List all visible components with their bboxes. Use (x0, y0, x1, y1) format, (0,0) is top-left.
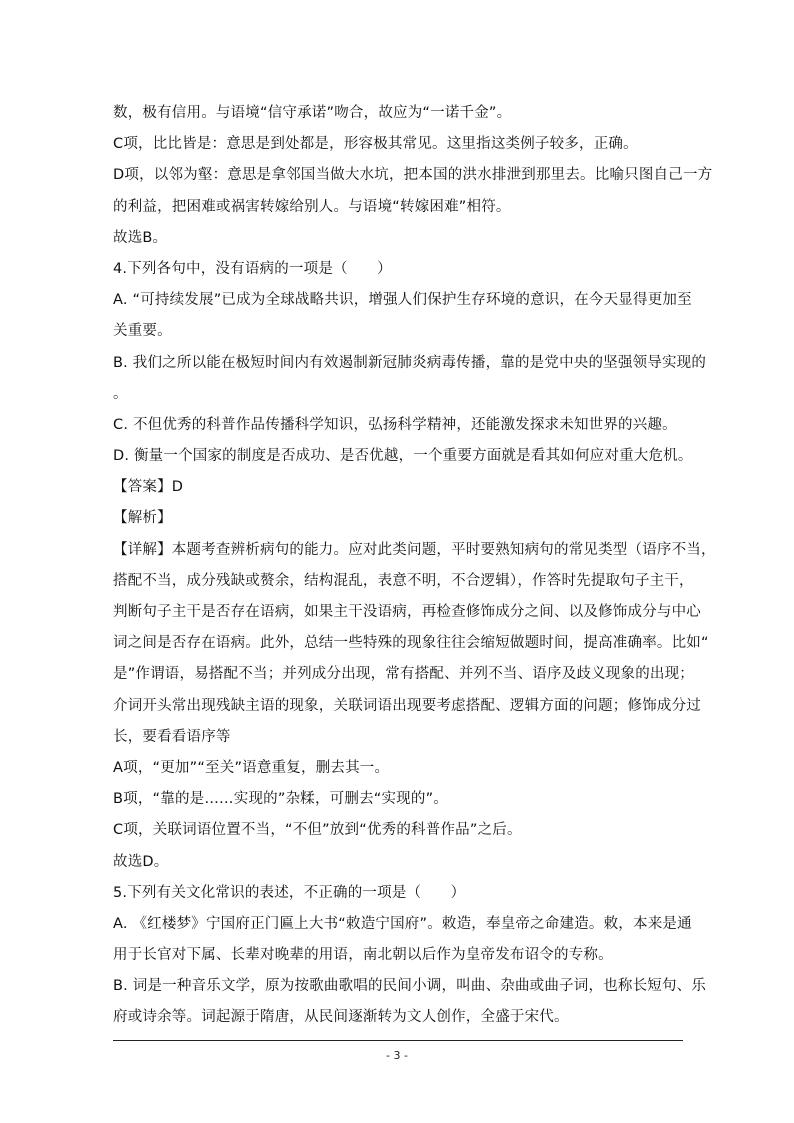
explanation-line: 是”作谓语，易搭配不当；并列成分出现，常有搭配、并列不当、语序及歧义现象的出现； (113, 666, 695, 683)
option-b-line: 府或诗余等。词起源于隋唐，从民间逐渐转为文人创作，全盛于宋代。 (113, 1009, 569, 1026)
option-a-line: 用于长官对下属、长辈对晚辈的用语，南北朝以后作为皇帝发布诏令的专称。 (113, 947, 613, 964)
text-line: 数，极有信用。与语境“信守承诺”吻合，故应为“一诺千金”。 (113, 105, 512, 121)
text-line: D项，以邻为壑：意思是拿邻国当做大水坑，把本国的洪水排泄到那里去。比喻只图自己一方 (113, 167, 713, 184)
page-number: - 3 - (386, 1049, 408, 1062)
option-analysis-line: A项，“更加”“至关”语意重复，删去其一。 (113, 759, 390, 776)
document-body (113, 98, 716, 1034)
option-b-line: 。 (113, 385, 128, 402)
text-line: 故选B。 (113, 229, 168, 246)
footer-divider (113, 1040, 683, 1041)
question-4-stem: 4.下列各句中，没有语病的一项是（ ） (113, 260, 392, 277)
analysis-heading: 【解析】 (113, 510, 172, 527)
option-d-line: D. 衡量一个国家的制度是否成功、是否优越，一个重要方面就是看其如何应对重大危机。 (113, 448, 693, 465)
explanation-line: 判断句子主干是否存在语病，如果主干没语病，再检查修饰成分之间、以及修饰成分与中心 (113, 604, 701, 620)
option-a-line: 关重要。 (113, 323, 172, 340)
option-a-line: A. 《红楼梦》宁国府正门匾上大书“敕造宁国府”。敕造，奉皇帝之命建造。敕，本来是通 (113, 915, 692, 932)
option-b-line: B. 我们之所以能在极短时间内有效遏制新冠肺炎病毒传播，靠的是党中央的坚强领导实现的 (113, 354, 707, 371)
option-analysis-line: B项，“靠的是……实现的”杂糅，可删去“实现的”。 (113, 791, 448, 808)
text-line: C项，比比皆是：意思是到处都是，形容极其常见。这里指这类例子较多，正确。 (113, 136, 638, 153)
option-c-line: C. 不但优秀的科普作品传播科学知识，弘扬科学精神，还能激发探求未知世界的兴趣。 (113, 416, 677, 433)
answer-choice-line: 故选D。 (113, 853, 169, 870)
option-b-line: B. 词是一种音乐文学，原为按歌曲歌唱的民间小调，叫曲、杂曲或曲子词，也称长短句、乐 (113, 978, 707, 995)
explanation-line: 搭配不当，成分残缺或赘余，结构混乱，表意不明，不合逻辑），作答时先提取句子主干， (113, 572, 694, 589)
explanation-line: 长，要看看语序等 (113, 728, 231, 745)
explanation-line: 介词开头常出现残缺主语的现象，关联词语出现要考虑搭配、逻辑方面的问题；修饰成分过 (113, 697, 701, 714)
option-a-line: A. “可持续发展”已成为全球战略共识，增强人们保护生存环境的意识，在今天显得更加至 (113, 292, 692, 309)
option-analysis-line: C项，关联词语位置不当，“不但”放到“优秀的科普作品”之后。 (113, 822, 522, 839)
explanation-line: 词之间是否存在语病。此外，总结一些特殊的现象往往会缩短做题时间，提高准确率。比如“ (113, 635, 709, 652)
text-line: 的利益，把困难或祸害转嫁给别人。与语境“转嫁困难”相符。 (113, 198, 511, 215)
question-5-stem: 5.下列有关文化常识的表述，不正确的一项是（ ） (113, 884, 466, 901)
answer-heading: 【答案】D (113, 479, 184, 496)
explanation-line: 【详解】本题考查辨析病句的能力。应对此类问题，平时要熟知病句的常见类型（语序不当， (113, 541, 716, 558)
